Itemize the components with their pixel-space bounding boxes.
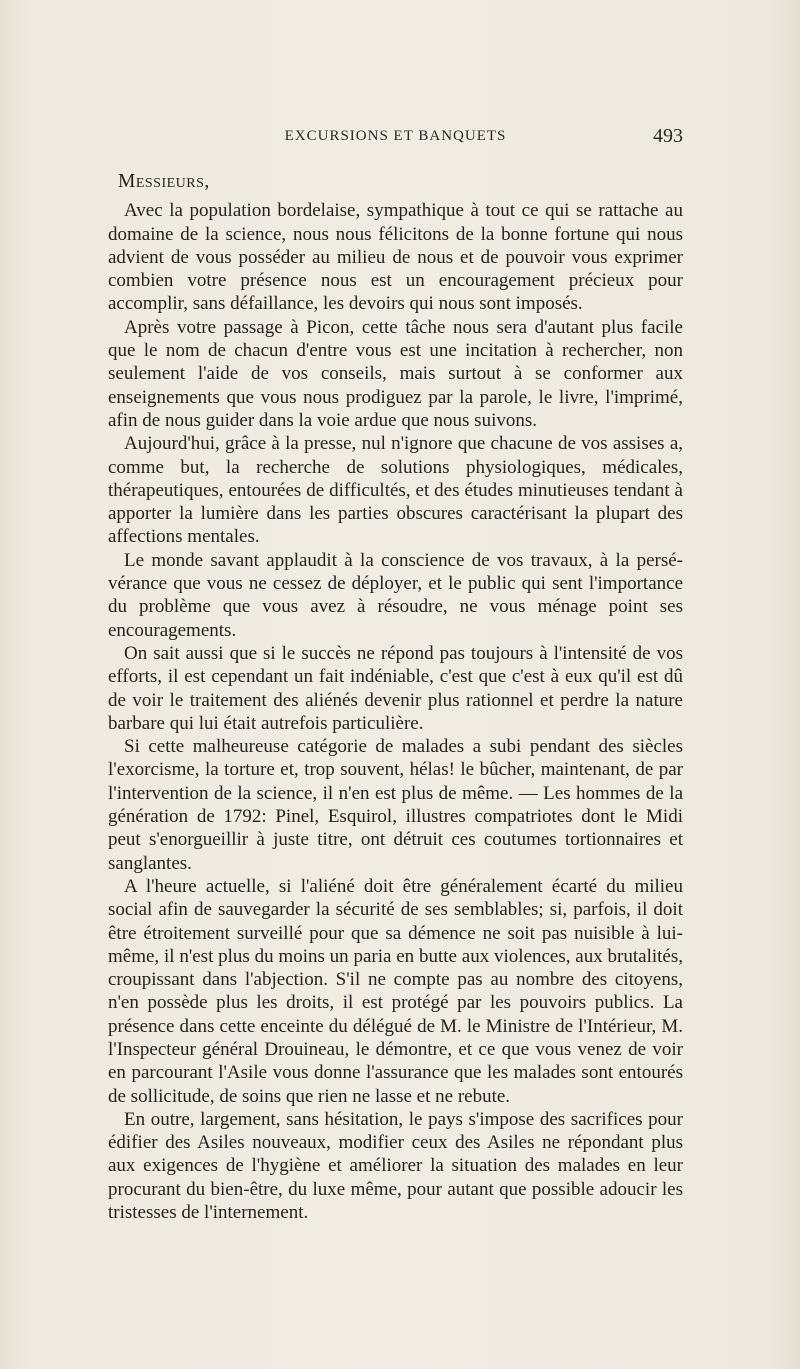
paragraph: Aujourd'hui, grâce à la presse, nul n'ignore que chacune de vos assises a, comme but, la recherche de solutions physiologiques, médicales, thérapeutiques, entourées de difficultés, et des études minutieuses tendant à apporter la lumière dans les parties obscures caractérisant la plupart des affections mentales. (108, 433, 683, 548)
salutation: Messieurs, (118, 171, 210, 192)
paragraph: Après votre passage à Picon, cette tâche nous sera d'autant plus facile que le nom de chacun d'entre vous est une incitation à rechercher, non seulement l'aide de vos conseils, mais surtout à se conformer aux enseignements que vous nous prodiguez par la parole, le livre, l'imprimé, afin de nous guider dans la voie ardue que nous suivons. (108, 316, 683, 431)
page-header (108, 125, 683, 152)
paragraph: Le monde savant applaudit à la conscience de vos travaux, à la persévérance que vous ne cessez de déployer, et le public qui sent l'importance du problème que vous avez à résoudre, ne vous ménage point ses encouragements. (108, 549, 683, 641)
page-number: 493 (653, 125, 683, 147)
body-text (108, 170, 683, 1224)
running-head: EXCURSIONS ET BANQUETS (284, 128, 507, 144)
paragraph: Avec la population bordelaise, sympathique à tout ce qui se rattache au domaine de la science, nous nous félicitons de la bonne fortune qui nous advient de vous posséder au milieu de nous et de pouvoir vous exprimer combien votre présence nous est un encouragement précieux pour accomplir, sans défaillance, les devoirs qui nous sont imposés. (108, 200, 683, 315)
paragraph: Si cette malheureuse catégorie de malades a subi pendant des siècles l'exorcisme, la torture et, trop souvent, hélas! le bûcher, maintenant, de par l'intervention de la science, il n'en est plus de même. — Les hommes de la génération de 1792: Pinel, Esquirol, illustres compatriotes dont le Midi peut s'enorgueillir à juste titre, ont détruit ces coutumes tortionnaires et sanglantes. (108, 736, 683, 874)
paragraph: En outre, largement, sans hésitation, le pays s'impose des sacrifices pour édifier des Asiles nouveaux, modifier ceux des Asiles ne répondant plus aux exigences de l'hygiène et améliorer la situation des malades en leur procurant du bien-être, du luxe même, pour autant que possible adoucir les tristesses de l'internement. (108, 1108, 683, 1224)
paragraph: A l'heure actuelle, si l'aliéné doit être généralement écarté du milieu social afin de sauvegarder la sécurité de ses semblables; si, parfois, il doit être étroitement surveillé pour que sa démence ne soit pas nuisible à lui-même, il n'est plus du moins un paria en butte aux violences, aux brutalités, croupissant dans l'abjection. S'il ne compte pas au nombre des citoyens, n'en possède plus les droits, il est protégé par les pouvoirs publics. La présence dans cette enceinte du délégué de M. le Ministre de l'Intérieur, M. l'Inspecteur général Drouineau, le démontre, et ce que vous venez de voir en parcourant l'Asile vous donne l'assurance que les malades sont entourés de sollicitude, de soins que rien ne lasse et ne rebute. (108, 875, 683, 1107)
paragraph: On sait aussi que si le succès ne répond pas toujours à l'intensité de vos efforts, il est cependant un fait indéniable, c'est que c'est à eux qu'il est dû de voir le traitement des aliénés devenir plus rationnel et perdre la nature barbare qui lui était autrefois particulière. (108, 642, 683, 734)
